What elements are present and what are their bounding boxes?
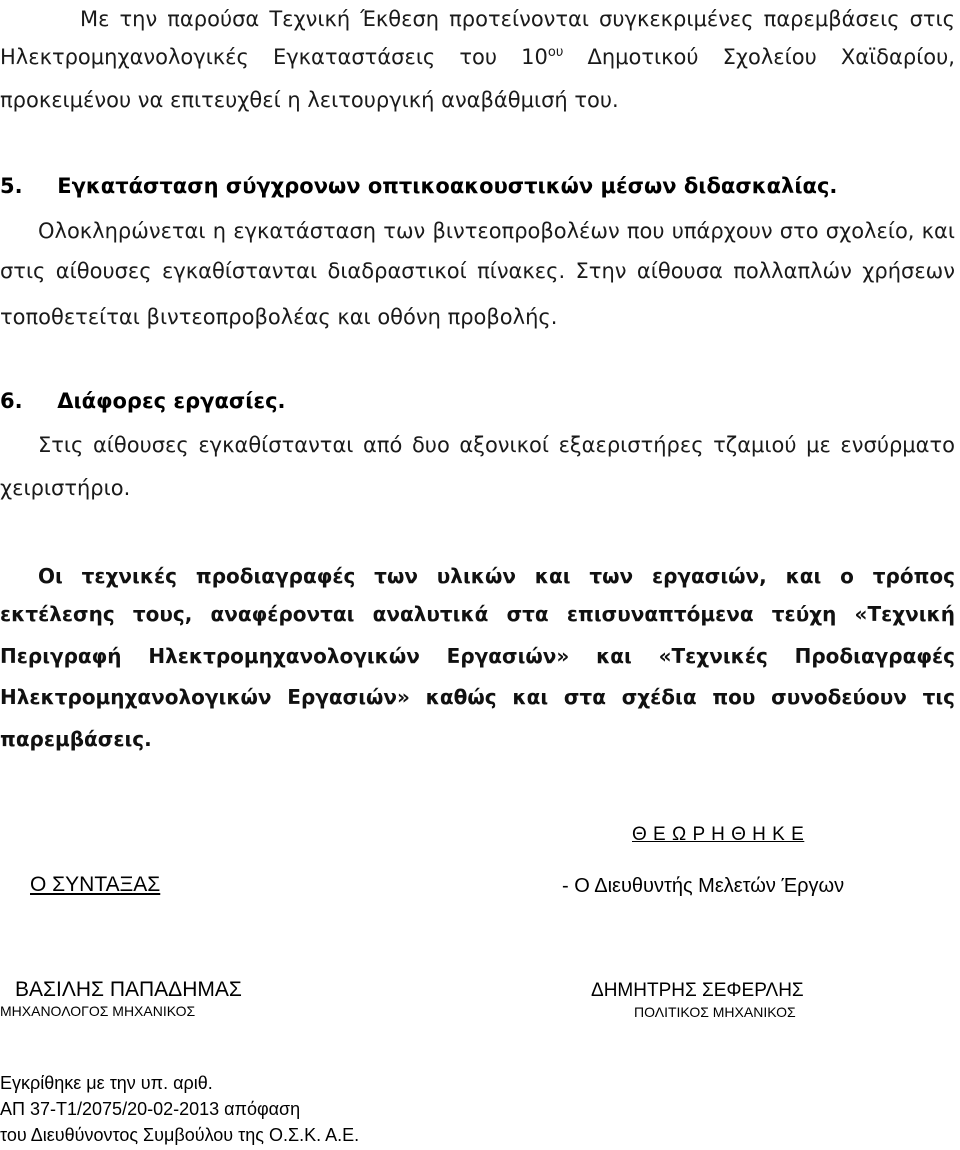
approval-line-1: Εγκρίθηκε με την υπ. αριθ. [0, 1073, 213, 1093]
author-label: Ο ΣΥΝΤΑΞΑΣ [30, 873, 161, 896]
author-title: ΜΗΧΑΝΟΛΟΓΟΣ ΜΗΧΑΝΙΚΟΣ [0, 1003, 196, 1019]
intro-line-3: προκειμένου να επιτευχθεί η λειτουργική αναβάθμισή του. [0, 88, 619, 112]
section-6-line-2: χειριστήριο. [0, 476, 131, 500]
specs-line-2: εκτέλεσης τους, αναφέρονται αναλυτικά στα επισυναπτόμενα τεύχη «Τεχνική [0, 602, 955, 626]
section-5-title: Εγκατάσταση σύγχρονων οπτικοακουστικών μέσων διδασκαλίας. [57, 174, 838, 198]
reviewed-label: Θ Ε Ω Ρ Η Θ Η Κ Ε [632, 824, 805, 845]
section-6-number: 6. [0, 389, 23, 413]
intro-line-2-pre: Ηλεκτρομηχανολογικές Εγκαταστάσεις του 10 [0, 45, 548, 69]
specs-line-5: παρεμβάσεις. [0, 727, 152, 751]
specs-line-4: Ηλεκτρομηχανολογικών Εργασιών» καθώς και στα σχέδια που συνοδεύουν τις [0, 685, 955, 709]
section-5-line-3: τοποθετείται βιντεοπροβολέας και οθόνη προβολής. [0, 305, 558, 329]
intro-line-2-post: Δημοτικού Σχολείου Χαϊδαρίου, [587, 45, 955, 69]
director-name: ΔΗΜΗΤΡΗΣ ΣΕΦΕΡΛΗΣ [591, 980, 804, 1001]
specs-line-3: Περιγραφή Ηλεκτρομηχανολογικών Εργασιών» και «Τεχνικές Προδιαγραφές [0, 644, 955, 668]
director-title: ΠΟΛΙΤΙΚΟΣ ΜΗΧΑΝΙΚΟΣ [634, 1004, 796, 1020]
section-5-line-2: στις αίθουσες εγκαθίστανται διαδραστικοί πίνακες. Στην αίθουσα πολλαπλών χρήσεων [0, 259, 955, 283]
director-label: - Ο Διευθυντής Μελετών Έργων [562, 875, 845, 897]
section-6-line-1: Στις αίθουσες εγκαθίστανται από δυο αξονικοί εξαεριστήρες τζαμιού με ενσύρματο [38, 433, 955, 457]
author-name: ΒΑΣΙΛΗΣ ΠΑΠΑΔΗΜΑΣ [15, 978, 242, 1001]
section-5-heading [0, 173, 837, 199]
section-5-number: 5. [0, 174, 23, 198]
section-6-title: Διάφορες εργασίες. [57, 389, 286, 413]
intro-line-2-sup: ου [547, 45, 564, 60]
intro-line-1: Με την παρούσα Τεχνική Έκθεση προτείνονται συγκεκριμένες παρεμβάσεις στις [80, 7, 955, 31]
section-5-line-1: Ολοκληρώνεται η εγκατάσταση των βιντεοπροβολέων που υπάρχουν στο σχολείο, και [38, 219, 955, 243]
approval-line-3: του Διευθύνοντος Συμβούλου της Ο.Σ.Κ. Α.Ε. [0, 1125, 360, 1145]
specs-line-1: Οι τεχνικές προδιαγραφές των υλικών και των εργασιών, και ο τρόπος [38, 564, 955, 588]
approval-line-2: ΑΠ 37-Τ1/2075/20-02-2013 απόφαση [0, 1099, 301, 1119]
section-6-heading [0, 388, 286, 414]
